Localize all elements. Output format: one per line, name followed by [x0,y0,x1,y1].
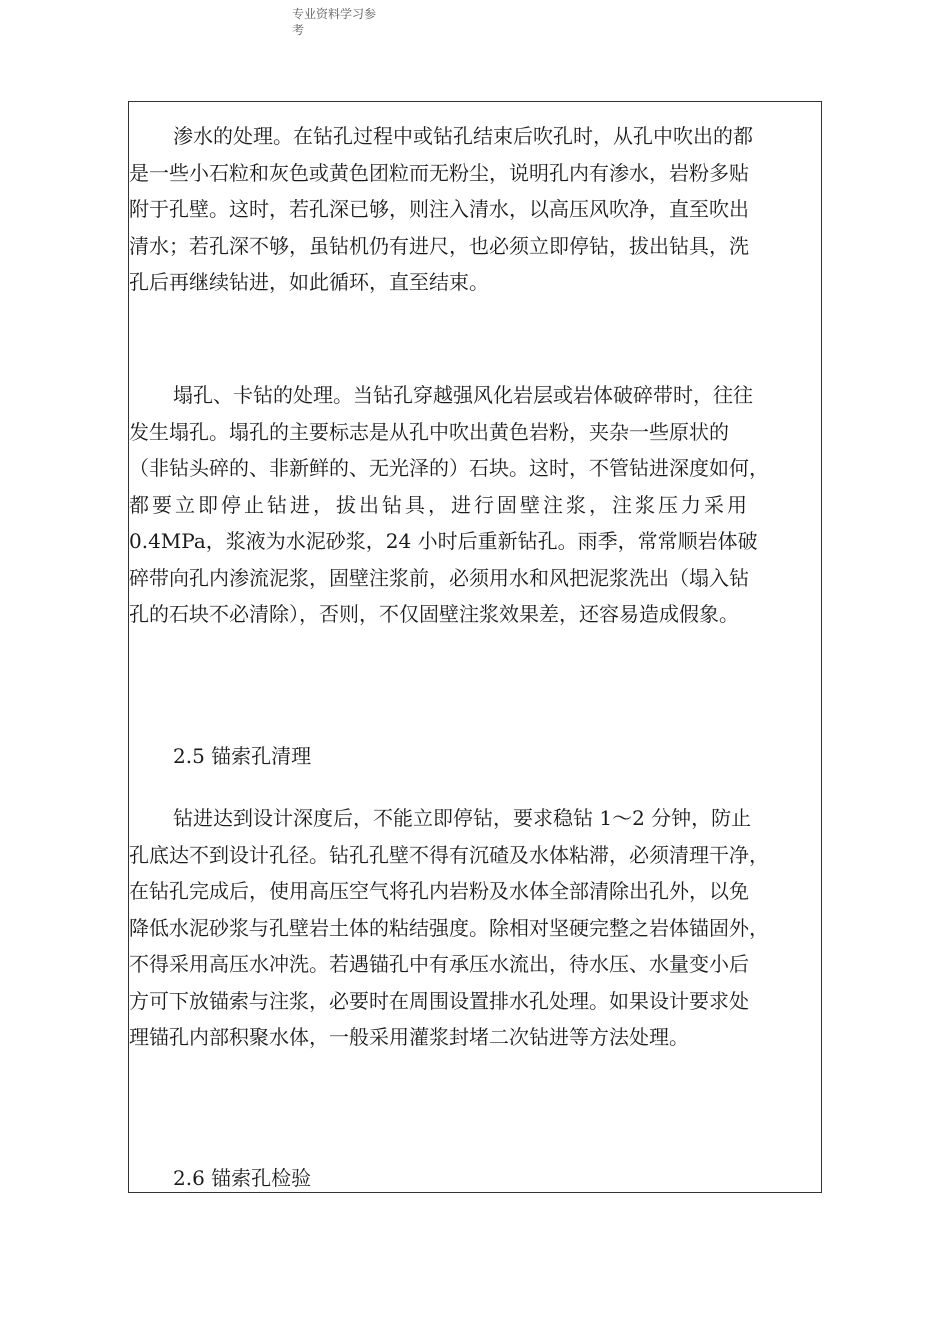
content-frame [128,101,822,1193]
section-heading-2-6 [129,1160,311,1197]
text-line: 渗水的处理。在钻孔过程中或钻孔结束后吹孔时，从孔中吹出的都 [173,124,753,148]
paragraph-seepage [129,118,753,301]
section-heading-2-5 [129,738,311,775]
text-line: 在钻孔完成后，使用高压空气将孔内岩粉及水体全部清除出孔外，以免 [129,879,749,903]
heading-text: 2.6 锚索孔检验 [173,1166,312,1190]
page-header [292,6,402,38]
text-line: 孔的石块不必清除），否则，不仅固壁注浆效果差，还容易造成假象。 [129,602,739,626]
text-line: 0.4MPa，浆液为水泥砂浆，24 小时后重新钻孔。雨季，常常顺岩体破 [129,529,758,553]
text-line: 塌孔、卡钻的处理。当钻孔穿越强风化岩层或岩体破碎带时，往往 [173,383,753,407]
text-line: 孔底达不到设计孔径。钻孔孔壁不得有沉碴及水体粘滞，必须清理干净， [129,842,769,867]
header-line-1: 专业资料学习参 [292,7,377,21]
text-line: 孔后再继续钻进，如此循环，直至结束。 [129,270,489,294]
text-line: 附于孔壁。这时，若孔深已够，则注入清水，以高压风吹净，直至吹出 [129,197,749,221]
text-line: 方可下放锚索与注浆，必要时在周围设置排水孔处理。如果设计要求处 [129,988,749,1013]
text-line: 理锚孔内部积聚水体，一般采用灌浆封堵二次钻进等方法处理。 [129,1025,689,1049]
text-line: 钻进达到设计深度后，不能立即停钻，要求稳钻 1～2 分钟，防止 [173,806,752,830]
paragraph-collapse [129,377,769,633]
text-line: 不得采用高压水冲洗。若遇锚孔中有承压水流出，待水压、水量变小后 [129,952,749,976]
text-line: 碎带向孔内渗流泥浆，固壁注浆前，必须用水和风把泥浆洗出（塌入钻 [129,565,749,590]
header-line-2: 考 [292,23,305,37]
paragraph-hole-cleaning [129,800,769,1056]
heading-text: 2.5 锚索孔清理 [173,744,312,768]
text-line: 发生塌孔。塌孔的主要标志是从孔中吹出黄色岩粉，夹杂一些原状的 [129,419,729,444]
text-line: 都要立即停止钻进，拔出钻具，进行固壁注浆，注浆压力采用 [129,492,750,517]
text-line: 是一些小石粒和灰色或黄色团粒而无粉尘，说明孔内有渗水，岩粉多贴 [129,160,749,185]
text-line: 降低水泥砂浆与孔壁岩土体的粘结强度。除相对坚硬完整之岩体锚固外， [129,915,769,940]
text-line: 清水；若孔深不够，虽钻机仍有进尺，也必须立即停钻，拔出钻具，洗 [129,233,749,258]
text-line: （非钻头碎的、非新鲜的、无光泽的）石块。这时，不管钻进深度如何， [129,456,769,480]
